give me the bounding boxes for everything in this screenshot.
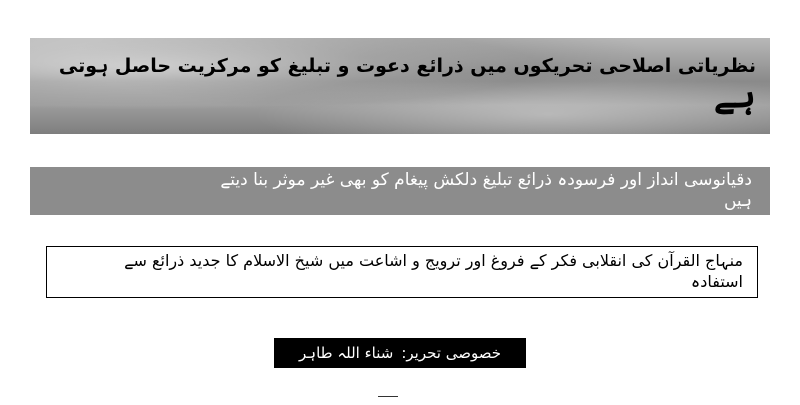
subheadline-line-2: ہیں bbox=[723, 191, 752, 211]
byline-bar bbox=[274, 338, 526, 368]
main-headline-line-1: نظریاتی اصلاحی تحریکوں میں ذرائع دعوت و تبلیغ کو مرکزیت حاصل ہوتی bbox=[58, 55, 756, 78]
cropped-bottom-edge bbox=[0, 396, 800, 405]
subheadline-line-1: دقیانوسی انداز اور فرسودہ ذرائع تبلیغ دلکش پیغام کو بھی غیر موثر بنا دیتے bbox=[220, 169, 752, 190]
byline-label: خصوصی تحریر: bbox=[401, 344, 502, 362]
cropped-text-fragment bbox=[378, 396, 398, 405]
main-headline-banner bbox=[30, 38, 770, 134]
main-headline-line-2: ہے bbox=[713, 75, 756, 117]
subheadline-strip bbox=[30, 167, 770, 215]
highlight-box-line-1: منہاج القرآن کی انقلابی فکر کے فروغ اور ترویج و اشاعت میں شیخ الاسلام کا جدید ذرائع سے bbox=[124, 251, 743, 271]
highlight-box bbox=[46, 246, 758, 298]
highlight-box-line-2: استفادہ bbox=[690, 272, 743, 291]
byline-author: شناء اللہ طاہر bbox=[299, 344, 394, 362]
